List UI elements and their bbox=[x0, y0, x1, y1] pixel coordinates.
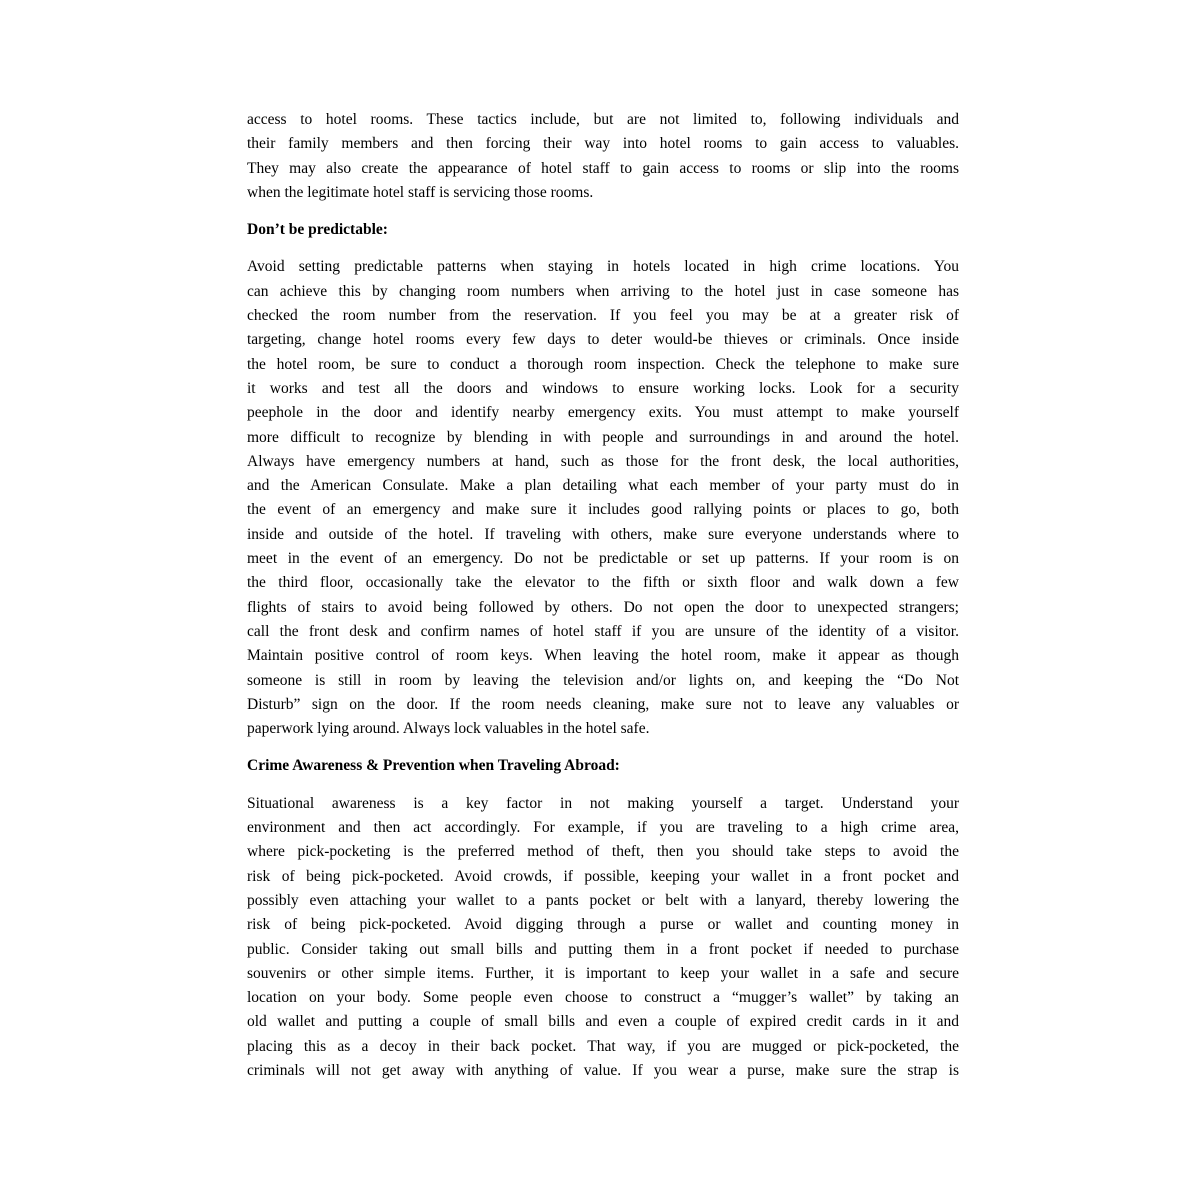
crime-awareness-paragraph bbox=[247, 792, 959, 1084]
paragraph-spacer bbox=[247, 779, 959, 792]
text-line: Always have emergency numbers at hand, such as those for the front desk, the local authorities, bbox=[247, 452, 959, 470]
text-line: it works and test all the doors and windows to ensure working locks. Look for a security bbox=[247, 379, 959, 397]
intro-paragraph bbox=[247, 108, 959, 205]
text-line: targeting, change hotel rooms every few days to deter would-be thieves or criminals. Once inside bbox=[247, 331, 959, 349]
text-line: peephole in the door and identify nearby emergency exits. You must attempt to make yourself bbox=[247, 404, 959, 422]
text-line: checked the room number from the reservation. If you feel you may be at a greater risk of bbox=[247, 307, 959, 325]
text-line: possibly even attaching your wallet to a pants pocket or belt with a lanyard, thereby lowering the bbox=[247, 891, 959, 909]
text-line: flights of stairs to avoid being followed by others. Do not open the door to unexpected strangers; bbox=[247, 598, 959, 616]
text-line: the event of an emergency and make sure it includes good rallying points or places to go, both bbox=[247, 501, 959, 519]
text-line: Situational awareness is a key factor in not making yourself a target. Understand your bbox=[247, 794, 959, 812]
text-line: Maintain positive control of room keys. When leaving the hotel room, make it appear as though bbox=[247, 647, 959, 665]
text-line: inside and outside of the hotel. If traveling with others, make sure everyone understands where to bbox=[247, 525, 959, 543]
text-line: more difficult to recognize by blending in with people and surroundings in and around the hotel. bbox=[247, 428, 959, 446]
text-line: They may also create the appearance of hotel staff to gain access to rooms or slip into the rooms bbox=[247, 159, 959, 177]
text-line: criminals will not get away with anything of value. If you wear a purse, make sure the strap is bbox=[247, 1061, 959, 1079]
section-heading-text: Don’t be predictable: bbox=[247, 221, 388, 239]
text-line: environment and then act accordingly. For example, if you are traveling to a high crime area, bbox=[247, 819, 959, 837]
text-line: the hotel room, be sure to conduct a thorough room inspection. Check the telephone to make sure bbox=[247, 355, 959, 373]
text-line: access to hotel rooms. These tactics include, but are not limited to, following individuals and bbox=[247, 111, 959, 128]
paragraph-spacer bbox=[247, 242, 959, 255]
text-line: their family members and then forcing their way into hotel rooms to gain access to valuables. bbox=[247, 135, 959, 153]
text-line: someone is still in room by leaving the television and/or lights on, and keeping the “Do Not bbox=[247, 671, 959, 689]
text-line: risk of being pick-pocketed. Avoid digging through a purse or wallet and counting money in bbox=[247, 916, 959, 934]
text-line: location on your body. Some people even choose to construct a “mugger’s wallet” by taking an bbox=[247, 989, 959, 1007]
text-line: and the American Consulate. Make a plan detailing what each member of your party must do in bbox=[247, 477, 959, 495]
text-line: when the legitimate hotel staff is servicing those rooms. bbox=[247, 183, 594, 201]
paragraph-spacer bbox=[247, 205, 959, 218]
text-line: where pick-pocketing is the preferred method of theft, then you should take steps to avoid the bbox=[247, 843, 959, 861]
section-heading-text: Crime Awareness & Prevention when Traveling Abroad: bbox=[247, 757, 620, 775]
text-line: placing this as a decoy in their back pocket. That way, if you are mugged or pick-pocketed, the bbox=[247, 1037, 959, 1055]
text-line: the third floor, occasionally take the elevator to the fifth or sixth floor and walk down a few bbox=[247, 574, 959, 592]
text-line: can achieve this by changing room numbers when arriving to the hotel just in case someone has bbox=[247, 282, 959, 300]
section-heading-crime-awareness bbox=[247, 754, 959, 778]
text-line: Avoid setting predictable patterns when staying in hotels located in high crime locations. You bbox=[247, 258, 959, 276]
document-body bbox=[247, 108, 959, 1083]
text-line: Disturb” sign on the door. If the room needs cleaning, make sure not to leave any valuables or bbox=[247, 695, 959, 713]
section-heading-predictable bbox=[247, 218, 959, 242]
text-line: risk of being pick-pocketed. Avoid crowds, if possible, keeping your wallet in a front pocket and bbox=[247, 867, 959, 885]
predictable-paragraph bbox=[247, 255, 959, 741]
text-line: public. Consider taking out small bills and putting them in a front pocket if needed to purchase bbox=[247, 940, 959, 958]
text-line: old wallet and putting a couple of small bills and even a couple of expired credit cards in it and bbox=[247, 1013, 959, 1031]
text-line: meet in the event of an emergency. Do not be predictable or set up patterns. If your room is on bbox=[247, 550, 959, 568]
paragraph-spacer bbox=[247, 741, 959, 754]
text-line: souvenirs or other simple items. Further, it is important to keep your wallet in a safe and secure bbox=[247, 964, 959, 982]
text-line: call the front desk and confirm names of hotel staff if you are unsure of the identity of a visitor. bbox=[247, 622, 959, 640]
text-line: paperwork lying around. Always lock valuables in the hotel safe. bbox=[247, 720, 650, 738]
